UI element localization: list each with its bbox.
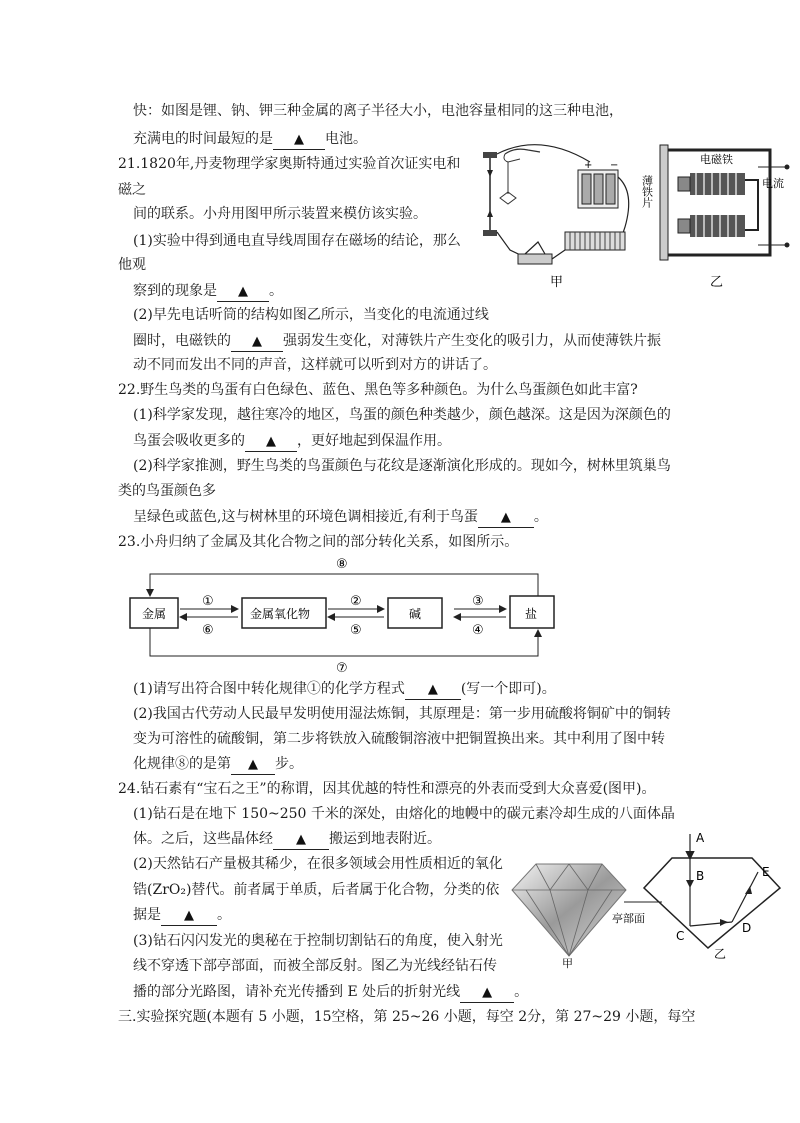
q21-line1: 21.1820年,丹麦物理学家奥斯特通过实验首次证实电和: [118, 156, 461, 172]
q24-p2-line1: (2)天然钻石产量极其稀少，在很多领域会用性质相近的氧化: [133, 856, 503, 872]
q22-p2-line3: [133, 508, 548, 528]
q24-p2-line2: 锆(ZrO₂)替代。前者属于单质，后者属于化合物，分类的依: [133, 882, 500, 898]
q24-p3-line1: (3)钻石闪闪发光的奥秘在于控制切割钻石的角度，使入射光: [133, 933, 503, 949]
q24-p1-line1: (1)钻石是在地下 150~250 千米的深处，由熔化的地幔中的碳元素冷却生成的八面体晶: [133, 806, 675, 822]
q20-line2-post: 电池。: [325, 131, 367, 147]
arrow-label-8: ⑧: [336, 557, 348, 572]
answer-blank[interactable]: [217, 282, 269, 302]
fig-yi-label: 乙: [714, 947, 727, 961]
q24-line1: 24.钻石素有“宝石之王”的称谓，因其优越的特性和漂亮的外表而受到大众喜爱(图甲)。: [118, 781, 656, 797]
q23-p2-line3-post: 步。: [275, 756, 303, 772]
answer-marker: ▲: [427, 682, 438, 697]
box-metal: 金属: [142, 607, 167, 621]
q23-line1: 23.小舟归纳了金属及其化合物之间的部分转化关系，如图所示。: [118, 534, 519, 550]
q21-p2-line1: (2)早先电话听筒的结构如图乙所示，当变化的电流通过线: [133, 307, 489, 323]
arrow-label-6: ⑥: [202, 623, 214, 638]
q24-p3-line3-post: 。: [514, 984, 529, 1000]
answer-marker: ▲: [184, 908, 194, 923]
q21-line3: 间的联系。小舟用图甲所示装置来模仿该实验。: [133, 206, 427, 222]
answer-blank[interactable]: [231, 332, 283, 352]
current-label: 电流: [762, 177, 784, 190]
arrow-label-1: ①: [202, 594, 214, 609]
q21-figure-yi: [640, 135, 800, 295]
point-E: E: [762, 865, 770, 879]
q21-p2-line3: 动不同而发出不同的声音，这样就可以听到对方的讲话了。: [133, 357, 497, 373]
box-salt: 盐: [525, 607, 538, 621]
battery-plus: +: [584, 160, 593, 171]
box-metal-oxide: 金属氧化物: [250, 607, 311, 621]
q24-p3-line3-pre: 播的部分光路图，请补充光传播到 E 处后的折射光线: [133, 984, 461, 1000]
thin-iron-sheet-label: 薄铁片: [640, 175, 654, 208]
arrow-label-4: ④: [472, 623, 484, 638]
q22-p1-line2: [133, 432, 451, 452]
point-C: C: [676, 929, 685, 943]
q24-p3-line2: 线不穿透下部亭部面，而被全部反射。图乙为光线经钻石传: [133, 958, 497, 974]
q22-p2-line3-post: 。: [533, 509, 548, 525]
q23-p2-line3-pre: 化规律⑧的是第: [133, 756, 231, 772]
q21-p1-line3: [133, 282, 283, 302]
diamond-light-path: [610, 830, 790, 960]
q23-p1-pre: (1)请写出符合图中转化规律①的化学方程式: [133, 681, 405, 697]
q24-p1-line2: [133, 830, 441, 850]
answer-marker: ▲: [500, 510, 511, 525]
answer-blank[interactable]: [161, 906, 217, 926]
answer-blank[interactable]: [231, 755, 275, 775]
q20-line2: [133, 130, 367, 150]
answer-marker: ▲: [248, 757, 258, 772]
answer-marker: ▲: [238, 284, 248, 299]
arrow-label-3: ③: [472, 594, 484, 609]
answer-blank[interactable]: [478, 508, 534, 528]
q22-p2-line2: 类的鸟蛋颜色多: [118, 483, 216, 499]
answer-blank[interactable]: [273, 830, 329, 850]
q23-p1: [133, 680, 556, 700]
q22-p1-line2-post: ，更好地起到保温作用。: [297, 433, 451, 449]
q24-p2-line3-pre: 据是: [133, 907, 161, 923]
q23-p1-post: (写一个即可)。: [460, 681, 556, 697]
point-B: B: [696, 869, 705, 883]
q23-p2-line3: [133, 755, 303, 775]
q21-line2: 磁之: [118, 182, 146, 198]
answer-marker: ▲: [296, 832, 306, 847]
answer-marker: ▲: [252, 334, 262, 349]
box-base: 碱: [409, 607, 422, 621]
q21-p1-line3-post: 。: [269, 283, 283, 299]
q21-figure-jia: [480, 132, 645, 292]
answer-blank[interactable]: [245, 432, 297, 452]
answer-blank[interactable]: [460, 983, 514, 1003]
q21-p1-line3-pre: 察到的现象是: [133, 283, 217, 299]
q23-conversion-diagram: [120, 552, 570, 674]
fig-yi-label: 乙: [710, 275, 724, 290]
q24-p1-line2-pre: 体。之后，这些晶体经: [133, 831, 273, 847]
battery-minus: −: [610, 160, 619, 171]
q21-p2-line2: [133, 332, 661, 352]
q22-p1-line1: (1)科学家发现，越往寒冷的地区，鸟蛋的颜色种类越少，颜色越深。这是因为深颜色的: [133, 407, 671, 423]
answer-blank[interactable]: [273, 130, 325, 150]
arrow-label-2: ②: [350, 594, 362, 609]
arrow-label-5: ⑤: [350, 623, 362, 638]
arrow-label-7: ⑦: [336, 661, 348, 676]
q21-p1-line1: (1)实验中得到通电直导线周围存在磁场的结论，那么: [133, 233, 461, 249]
point-A: A: [696, 831, 705, 845]
fig-jia-label: 甲: [550, 275, 564, 290]
q21-p2-line2-post: 强弱发生变化，对薄铁片产生变化的吸引力，从而使薄铁片振: [283, 333, 661, 349]
q23-p2-line1: (2)我国古代劳动人民最早发明使用湿法炼铜，其原理是：第一步用硫酸将铜矿中的铜转: [133, 706, 671, 722]
q20-line2-pre: 充满电的时间最短的是: [133, 131, 273, 147]
fig-jia-label: 甲: [562, 957, 573, 970]
q21-p1-line2: 他观: [118, 257, 146, 273]
q24-p2-line3: [133, 906, 231, 926]
q21-p2-line2-pre: 圈时，电磁铁的: [133, 333, 231, 349]
q22-p2-line1: (2)科学家推测，野生鸟类的鸟蛋颜色与花纹是逐渐演化形成的。现如今，树林里筑巢鸟: [133, 458, 671, 474]
q22-p1-line2-pre: 鸟蛋会吸收更多的: [133, 433, 245, 449]
q24-p3-line3: [133, 983, 528, 1003]
q24-p1-line2-post: 搬运到地表附近。: [329, 831, 441, 847]
pavilion-label: 亭部面: [612, 912, 645, 925]
answer-blank[interactable]: [405, 680, 461, 700]
electromagnet-label: 电磁铁: [700, 153, 733, 166]
q23-p2-line2: 变为可溶性的硫酸铜，第二步将铁放入硫酸铜溶液中把铜置换出来。其中利用了图中转: [133, 731, 665, 747]
answer-marker: ▲: [482, 985, 493, 1000]
q20-line1: 快：如图是锂、钠、钾三种金属的离子半径大小，电池容量相同的这三种电池，: [133, 103, 623, 119]
q22-p2-line3-pre: 呈绿色或蓝色,这与树林里的环境色调相接近,有利于鸟蛋: [133, 509, 478, 525]
q22-line1: 22.野生鸟类的鸟蛋有白色绿色、蓝色、黑色等多种颜色。为什么鸟蛋颜色如此丰富?: [118, 382, 638, 398]
point-D: D: [742, 921, 752, 935]
answer-marker: ▲: [266, 434, 276, 449]
answer-marker: ▲: [294, 132, 304, 147]
q24-p2-line3-post: 。: [217, 907, 231, 923]
section3-heading: 三.实验探究题(本题有 5 小题，15空格，第 25~26 小题，每空 2分，第 27~29 小题，每空: [118, 1009, 696, 1025]
